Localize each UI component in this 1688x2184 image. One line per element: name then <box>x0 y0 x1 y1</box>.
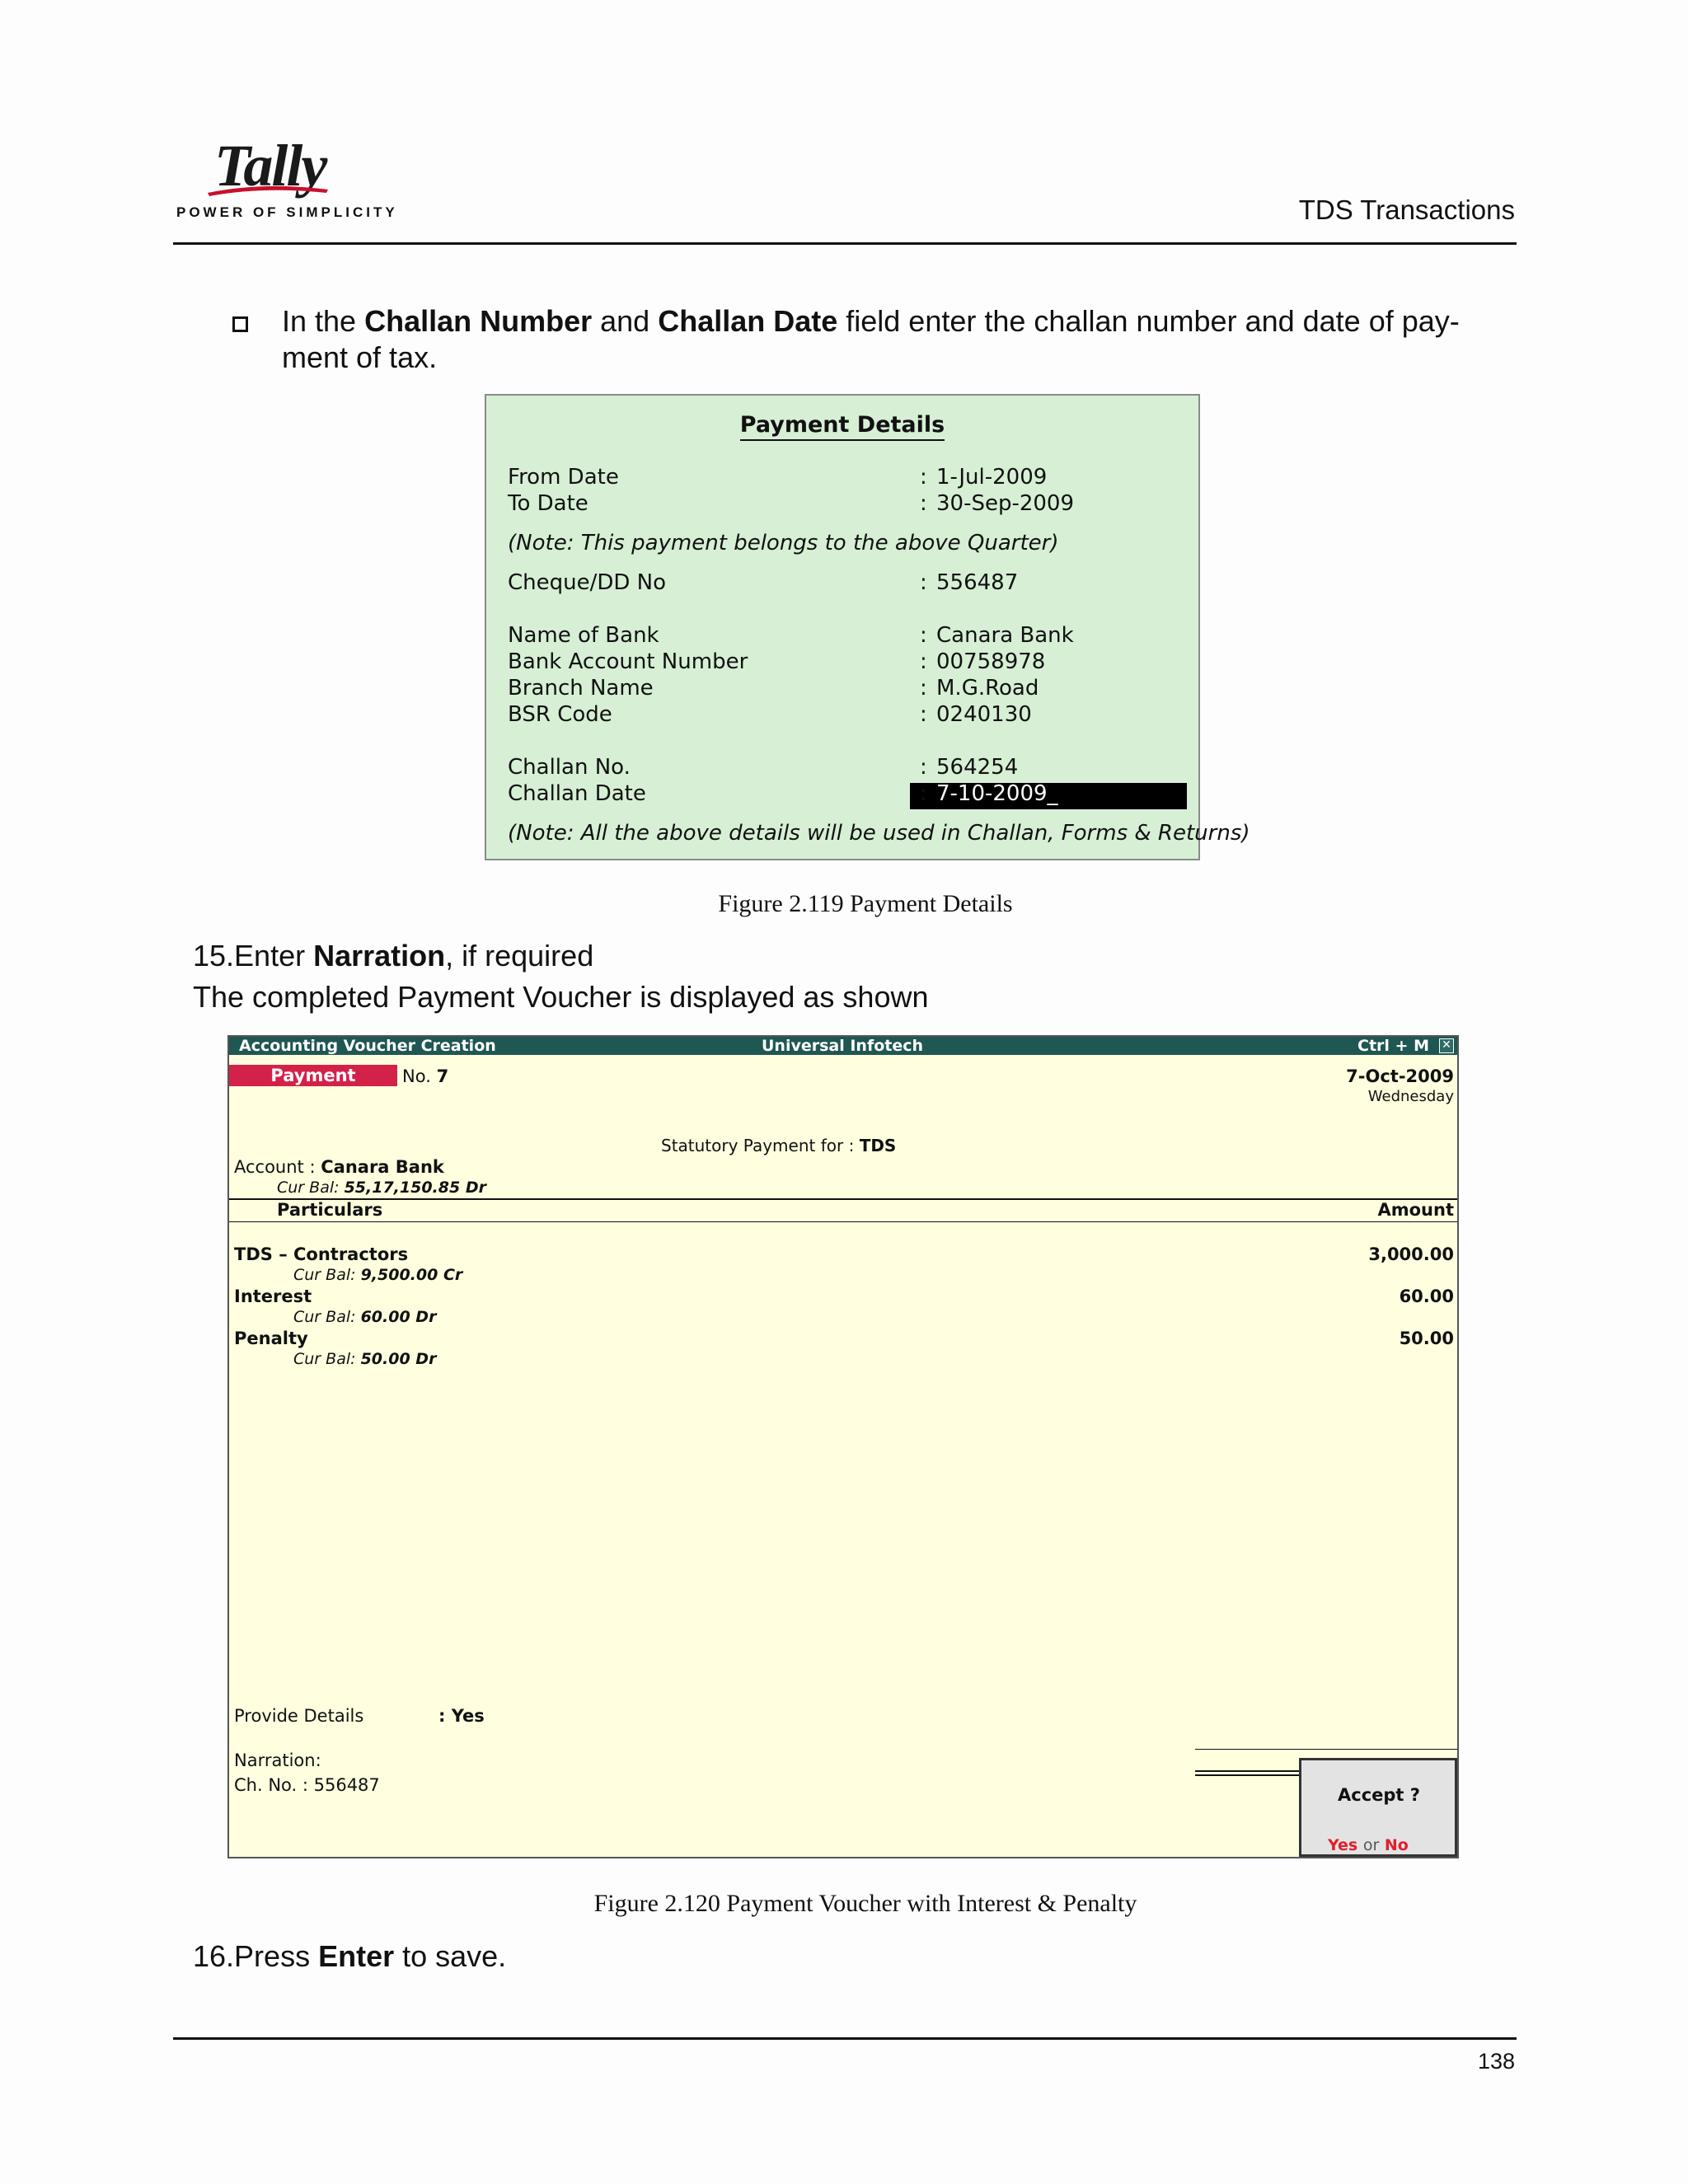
cur-bal-value: 50.00 Dr <box>360 1350 437 1368</box>
pd-row-challan-no <box>508 755 1019 780</box>
figure-caption-payment-details: Figure 2.119 Payment Details <box>718 890 1013 917</box>
particulars-bottom-rule <box>229 1221 1457 1222</box>
account-cur-bal <box>277 1179 486 1197</box>
payment-details-panel <box>485 394 1250 860</box>
pd-value[interactable]: 564254 <box>936 755 1019 780</box>
pd-label: Challan Date <box>508 781 646 806</box>
voucher-type-badge[interactable]: Payment <box>229 1065 397 1086</box>
voucher-mode-title: Accounting Voucher Creation <box>239 1037 496 1055</box>
voucher-title-bar <box>229 1037 1457 1055</box>
pd-row-bank-name <box>508 623 1074 648</box>
cur-bal-label: Cur Bal: <box>293 1350 356 1368</box>
provide-details-value[interactable]: : Yes <box>438 1706 485 1726</box>
payment-voucher-screen <box>227 1035 1459 1858</box>
footer-rule <box>173 2037 1517 2040</box>
total-double-rule <box>1195 1774 1301 1776</box>
col-particulars: Particulars <box>277 1200 383 1220</box>
pd-colon: : <box>920 702 927 727</box>
bullet-square-icon <box>232 316 248 332</box>
company-name: Universal Infotech <box>762 1037 924 1055</box>
cur-bal-value: 60.00 Dr <box>360 1308 437 1326</box>
account-value[interactable]: Canara Bank <box>321 1157 444 1177</box>
entry-amount[interactable]: 60.00 <box>1399 1286 1454 1306</box>
step-text: , if required <box>445 939 594 972</box>
pd-colon: : <box>920 649 927 674</box>
account-row <box>234 1157 444 1177</box>
page-number: 138 <box>1477 2049 1515 2074</box>
tally-logo <box>173 132 398 223</box>
accept-yes-button[interactable]: Yes <box>1328 1836 1358 1854</box>
intro-line-2: ment of tax. <box>282 340 438 374</box>
pd-value[interactable]: Canara Bank <box>936 623 1074 648</box>
pd-colon: : <box>920 491 927 516</box>
accept-dialog <box>1299 1758 1457 1857</box>
step-text: 16.Press <box>193 1939 319 1973</box>
entry-name[interactable]: Penalty <box>234 1329 308 1348</box>
pd-note-quarter: (Note: This payment belongs to the above Quarter) <box>508 531 1059 555</box>
accept-no-button[interactable]: No <box>1384 1836 1409 1854</box>
logo-swoosh-icon <box>206 183 330 198</box>
col-amount: Amount <box>1377 1200 1454 1220</box>
pd-colon: : <box>920 781 927 806</box>
completed-voucher-line: The completed Payment Voucher is displayed as shown <box>193 980 929 1014</box>
pd-label: Branch Name <box>508 676 654 701</box>
provide-details-label: Provide Details <box>234 1706 364 1726</box>
entry-cur-bal <box>293 1266 462 1284</box>
pd-row-from-date <box>508 465 1048 490</box>
particulars-top-rule <box>229 1198 1457 1200</box>
entry-amount[interactable]: 3,000.00 <box>1368 1244 1454 1264</box>
pd-row-challan-date <box>508 781 1058 806</box>
pd-value[interactable]: 1-Jul-2009 <box>936 465 1048 490</box>
entry-name[interactable]: TDS – Contractors <box>234 1244 409 1264</box>
entry-cur-bal <box>293 1308 436 1326</box>
statutory-value[interactable]: TDS <box>859 1136 897 1155</box>
pd-label: Cheque/DD No <box>508 570 667 595</box>
close-icon[interactable]: ✕ <box>1439 1038 1454 1053</box>
account-label: Account : <box>234 1157 316 1177</box>
header-rule <box>173 242 1517 245</box>
pd-note-usage: (Note: All the above details will be used in Challan, Forms & Returns) <box>508 821 1250 846</box>
step-text: to save. <box>394 1939 507 1973</box>
pd-value[interactable]: 30-Sep-2009 <box>936 491 1075 516</box>
pd-row-branch-name <box>508 676 1039 701</box>
intro-text: field enter the challan number and date of pay- <box>837 304 1460 338</box>
payment-details-title <box>486 412 1198 438</box>
figure-caption-payment-voucher: Figure 2.120 Payment Voucher with Interest & Penalty <box>593 1890 1137 1917</box>
pd-row-cheque-no <box>508 570 1019 595</box>
narration-value[interactable]: Ch. No. : 556487 <box>234 1775 380 1795</box>
entry-cur-bal <box>293 1350 436 1368</box>
intro-bold-challan-date: Challan Date <box>658 304 838 338</box>
section-title: TDS Transactions <box>1298 194 1515 225</box>
pd-label: Name of Bank <box>508 623 659 648</box>
payment-details-title-text: Payment Details <box>740 412 945 441</box>
pd-colon: : <box>920 623 927 648</box>
voucher-day: Wednesday <box>1367 1088 1454 1105</box>
ctrl-m-shortcut[interactable]: Ctrl + M <box>1357 1037 1429 1055</box>
step-text: 15.Enter <box>193 939 314 972</box>
logo-tagline: POWER OF SIMPLICITY <box>176 204 398 220</box>
voucher-no-label: No. <box>402 1066 431 1086</box>
cur-bal-label: Cur Bal: <box>293 1308 356 1326</box>
pd-label: From Date <box>508 465 619 490</box>
statutory-label: Statutory Payment for : <box>661 1136 855 1155</box>
narration-label: Narration: <box>234 1750 321 1770</box>
pd-colon: : <box>920 570 927 595</box>
intro-text: and <box>592 304 659 338</box>
pd-label: BSR Code <box>508 702 612 727</box>
accept-options <box>1328 1836 1409 1854</box>
pd-value[interactable]: 556487 <box>936 570 1019 595</box>
voucher-date[interactable]: 7-Oct-2009 <box>1346 1066 1454 1086</box>
cur-bal-value: 9,500.00 Cr <box>360 1266 463 1284</box>
entry-name[interactable]: Interest <box>234 1286 312 1306</box>
pd-label: Bank Account Number <box>508 649 748 674</box>
step-bold: Narration <box>313 939 446 972</box>
accept-or: or <box>1362 1836 1380 1854</box>
pd-value[interactable]: 0240130 <box>936 702 1032 727</box>
entry-amount[interactable]: 50.00 <box>1399 1329 1454 1348</box>
pd-label: To Date <box>508 491 588 516</box>
cur-bal-value: 55,17,150.85 Dr <box>344 1179 486 1197</box>
pd-row-account-number <box>508 649 1046 674</box>
challan-date-input[interactable]: 7-10-2009_ <box>936 781 1058 806</box>
pd-colon: : <box>920 755 927 780</box>
total-bottom-rule <box>1195 1770 1301 1772</box>
step-16 <box>193 1938 506 1975</box>
pd-row-bsr-code <box>508 702 1032 727</box>
logo-wordmark: Tally <box>214 133 326 199</box>
voucher-number <box>402 1066 448 1086</box>
pd-row-to-date <box>508 491 1075 516</box>
voucher-no-value[interactable]: 7 <box>436 1066 449 1086</box>
statutory-payment <box>661 1136 896 1155</box>
step-bold: Enter <box>318 1939 395 1973</box>
pd-colon: : <box>920 676 927 701</box>
accept-title: Accept ? <box>1338 1785 1420 1805</box>
pd-colon: : <box>920 465 927 490</box>
step-15 <box>193 938 593 974</box>
pd-label: Challan No. <box>508 755 631 780</box>
intro-text: In the <box>282 304 365 338</box>
intro-line-1 <box>282 303 1460 340</box>
intro-bold-challan-number: Challan Number <box>364 304 593 338</box>
cur-bal-label: Cur Bal: <box>277 1179 340 1197</box>
pd-value[interactable]: M.G.Road <box>936 676 1039 701</box>
pd-value[interactable]: 00758978 <box>936 649 1046 674</box>
total-top-rule <box>1195 1749 1457 1750</box>
cur-bal-label: Cur Bal: <box>293 1266 356 1284</box>
